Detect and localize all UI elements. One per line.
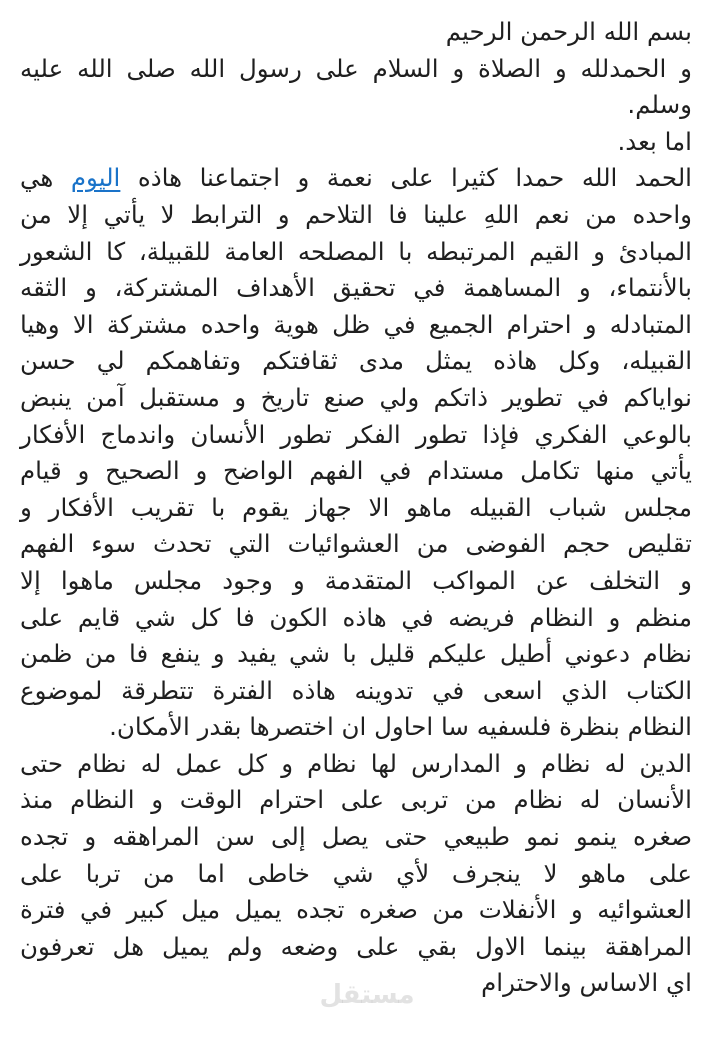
text-line: واحده من نعم اللهِ علينا فا التلاحم و الترابط لا يأتي إلا من [20, 199, 692, 229]
text-line: بسم الله الرحمن الرحيم [445, 17, 692, 46]
text-segment: الحمد الله حمدا كثيرا على نعمة و اجتماعنا هاذه [137, 163, 692, 193]
watermark-text: مستقل [319, 980, 415, 1010]
text-line: المراهقة بينما الاول بقي على وضعه ولم يميل هل تعرفون [20, 931, 692, 961]
text-segment: هي [20, 163, 54, 193]
text-line: اما بعد. [617, 126, 692, 156]
text-line: منظم و النظام فريضه في هاذه الكون فا كل شي قايم على [20, 602, 692, 632]
text-line: القبيله، وكل هاذه يمثل مدى ثقافتكم وتفاهمكم لي حسن [20, 346, 692, 376]
text-line: العشوائيه و الأنفلات من صغره تجده يميل ميل كبير في فترة [20, 895, 692, 925]
article-text [20, 14, 692, 1002]
text-line: تقليص حجم الفوضى من العشوائيات التي تحدث سوء الفهم [20, 529, 692, 559]
text-line: يأتي منها تكامل مستدام في الفهم الواضح و الصحيح و قيام [20, 456, 692, 486]
text-line: النظام بنظرة فلسفيه سا احاول ان اختصرها بقدر الأمكان. [109, 712, 692, 742]
text-line: وسلم. [627, 90, 692, 120]
text-line: نواياكم في تطوير ذاتكم ولي صنع تاريخ و مستقبل آمن ينبض [20, 382, 692, 412]
text-line: المتبادله و احترام الجميع في ظل هوية واحده مشتركة الا وهيا [20, 309, 692, 339]
text-line: بالوعي الفكري فإذا تطور الفكر تطور الأنسان واندماج الأفكار [20, 419, 692, 449]
text-line: على ماهو لا ينجرف لأي شي خاطى اما من تربا على [20, 858, 692, 888]
text-line-with-link [20, 160, 692, 197]
text-line: مجلس شباب القبيله ماهو الا جهاز يقوم با تقريب الأفكار و [20, 492, 692, 522]
text-line: بالأنتماء، و المساهمة في تحقيق الأهداف المشتركة، و الثقه [20, 273, 692, 303]
today-link[interactable]: اليوم [70, 163, 121, 193]
text-line: اي الاساس والاحترام [481, 968, 692, 998]
text-line: الأنسان له نظام من تربى على احترام الوقت و النظام منذ [20, 785, 692, 815]
text-line: صغره ينمو نمو طبيعي حتى يصل إلى سن المراهقه و تجده [20, 822, 692, 852]
text-line: الدين له نظام و المدارس لها نظام و كل عمل له نظام حتى [20, 748, 692, 778]
text-line: و الحمدلله و الصلاة و السلام على رسول الله صلى الله عليه [20, 53, 692, 83]
text-line: نظام دعوني أطيل عليكم قليل با شي يفيد و ينفع فا من ظمن [20, 639, 692, 669]
text-line: المبادئ و القيم المرتبطه با المصلحه العامة للقبيلة، كا الشعور [20, 236, 692, 266]
text-line: و التخلف عن المواكب المتقدمة و وجود مجلس ماهوا إلا [20, 565, 692, 595]
text-line: الكتاب الذي اسعى في تدوينه هاذه الفترة تتطرقة لموضوع [20, 675, 692, 705]
